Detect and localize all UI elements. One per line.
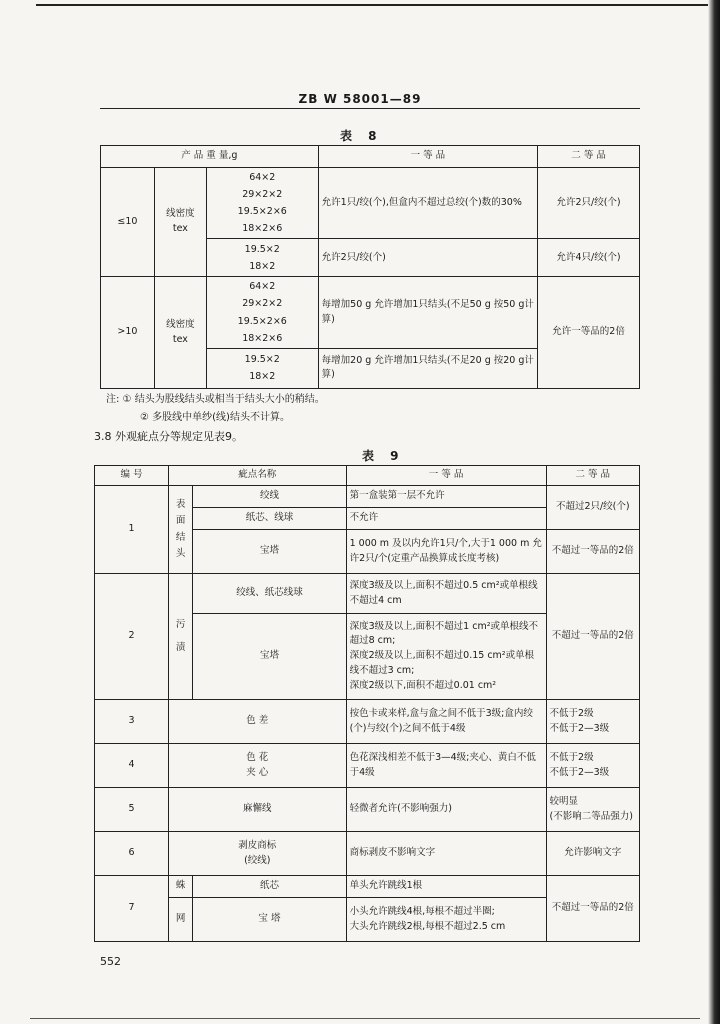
density-label: 线密度: [166, 208, 195, 220]
table8-header-product: 产 品 重 量,g: [101, 146, 319, 168]
row-number: 3: [95, 700, 169, 744]
table8-caption: 表 8: [340, 129, 383, 143]
criteria-line: 不低于2—3级: [549, 766, 610, 778]
row-number: 1: [95, 486, 169, 574]
density-cell: [154, 277, 206, 388]
spec-cell: [206, 277, 318, 348]
table9-header-second: 二 等 品: [546, 466, 639, 486]
bottom-border: [30, 1018, 700, 1019]
first-grade-cell: 允许1只/绞(个),但盒内不超过总绞(个)数的30%: [318, 168, 537, 239]
row-number: 7: [95, 876, 169, 942]
defect-name: 绞线、纸芯线球: [193, 574, 346, 614]
first-grade-cell: 轻微者允许(不影响强力): [346, 788, 546, 832]
criteria-line: 小头允许跳线4根,每根不超过半圈;: [349, 905, 495, 917]
first-grade-cell: 深度3级及以上,面积不超过0.5 cm²或单根线不超过4 cm: [346, 574, 546, 614]
second-grade-cell: [546, 788, 639, 832]
second-grade-cell: 不超过一等品的2倍: [546, 530, 639, 574]
criteria-line: 深度2级及以上,面积不超过0.15 cm²或单根线不超过3 cm;: [349, 650, 535, 676]
scan-edge: [708, 0, 720, 1024]
spec: 19.5×2×6: [237, 206, 287, 218]
spec: 29×2×2: [242, 298, 283, 310]
table9-caption: 表 9: [362, 449, 405, 463]
row-number: 5: [95, 788, 169, 832]
first-grade-cell: 第一盒装第一层不允许: [346, 486, 546, 508]
row-number: 6: [95, 832, 169, 876]
second-grade-cell: 允许4只/绞(个): [538, 239, 640, 277]
spec: 18×2: [249, 260, 276, 272]
density-cell: [154, 168, 206, 277]
first-grade-cell: 单头允许跳线1根: [346, 876, 546, 898]
weight-cell: ≤10: [101, 168, 155, 277]
second-grade-cell: [546, 700, 639, 744]
page-number: 552: [100, 955, 121, 968]
defect-name: 色 差: [168, 700, 346, 744]
table8: [100, 145, 640, 389]
criteria-line: 不低于2级: [549, 751, 594, 763]
group-label: 网: [168, 898, 192, 942]
first-grade-cell: 不允许: [346, 508, 546, 530]
note-2: ② 多股线中单纱(线)结头不计算。: [140, 412, 290, 423]
defect-name: 宝塔: [193, 614, 346, 700]
spec: 29×2×2: [242, 189, 283, 201]
spec-cell: [206, 348, 318, 388]
spec: 18×2: [249, 371, 276, 383]
spec: 64×2: [249, 172, 276, 183]
defect-name: 宝 塔: [193, 898, 346, 942]
density-label: 线密度: [166, 318, 195, 330]
first-grade-cell: 每增加20 g 允许增加1只结头(不足20 g 按20 g计算): [318, 348, 537, 388]
defect-name: 纸芯: [193, 876, 346, 898]
table8-header-first: 一 等 品: [318, 146, 537, 168]
first-grade-cell: 商标剥皮不影响文字: [346, 832, 546, 876]
spec: 18×2×6: [242, 223, 283, 235]
spec-cell: [206, 168, 318, 239]
second-grade-cell: 不超过一等品的2倍: [546, 574, 639, 700]
spec: 19.5×2: [244, 354, 280, 366]
spec: 19.5×2: [244, 243, 280, 255]
first-grade-cell: 1 000 m 及以内允许1只/个,大于1 000 m 允许2只/个(定重产品换算成长度考核): [346, 530, 546, 574]
spec-cell: [206, 239, 318, 277]
weight-cell: >10: [101, 277, 155, 388]
defect-name: 麻懈线: [168, 788, 346, 832]
first-grade-cell: 允许2只/绞(个): [318, 239, 537, 277]
first-grade-cell: [346, 614, 546, 700]
defect-name-line: (绞线): [244, 854, 271, 866]
defect-name: 绞线: [193, 486, 346, 508]
table8-header-second: 二 等 品: [538, 146, 640, 168]
second-grade-cell: 允许2只/绞(个): [538, 168, 640, 239]
defect-name: [168, 832, 346, 876]
row-number: 2: [95, 574, 169, 700]
criteria-line: (不影响二等品强力): [549, 810, 633, 822]
first-grade-cell: 色花深浅相差不低于3—4级;夹心、黄白不低于4级: [346, 744, 546, 788]
spec: 19.5×2×6: [237, 315, 287, 327]
criteria-line: 较明显: [549, 795, 579, 807]
header-rule: [100, 108, 640, 109]
page-header: ZB W 58001—89: [298, 92, 422, 106]
first-grade-cell: [346, 898, 546, 942]
second-grade-cell: 允许一等品的2倍: [538, 277, 640, 388]
second-grade-cell: [546, 744, 639, 788]
second-grade-cell: 不超过2只/绞(个): [546, 486, 639, 530]
group-label: 表面结头: [168, 486, 192, 574]
row-number: 4: [95, 744, 169, 788]
density-unit: tex: [172, 333, 188, 345]
defect-name: 纸芯、线球: [193, 508, 346, 530]
table9-header-name: 疵点名称: [168, 466, 346, 486]
criteria-line: 深度2级以下,面积不超过0.01 cm²: [349, 679, 497, 691]
note-1: 注: ① 结头为股线结头或相当于结头大小的稍结。: [106, 394, 325, 405]
density-unit: tex: [172, 223, 188, 235]
defect-name-line: 夹 心: [246, 766, 269, 778]
criteria-line: 深度3级及以上,面积不超过1 cm²或单根线不超过8 cm;: [349, 620, 539, 647]
defect-name-line: 色 花: [246, 751, 269, 763]
defect-name: 宝塔: [193, 530, 346, 574]
defect-name-line: 剥皮商标: [238, 839, 277, 851]
spec: 18×2×6: [242, 332, 283, 344]
defect-name: [168, 744, 346, 788]
criteria-line: 不低于2—3级: [549, 722, 610, 734]
table9-header-num: 编 号: [95, 466, 169, 486]
second-grade-cell: 允许影响文字: [546, 832, 639, 876]
table9-header-first: 一 等 品: [346, 466, 546, 486]
first-grade-cell: 每增加50 g 允许增加1只结头(不足50 g 按50 g计算): [318, 277, 537, 348]
criteria-line: 不低于2级: [549, 707, 594, 719]
group-label: 蛛: [168, 876, 192, 898]
first-grade-cell: 按色卡或来样,盒与盒之间不低于3级;盒内绞(个)与绞(个)之间不低于4级: [346, 700, 546, 744]
spec: 64×2: [249, 281, 276, 293]
criteria-line: 大头允许跳线2根,每根不超过2.5 cm: [349, 920, 506, 932]
second-grade-cell: 不超过一等品的2倍: [546, 876, 639, 942]
table9: [94, 465, 640, 942]
section-3-8: 3.8 外观疵点分等规定见表9。: [94, 430, 243, 443]
group-label: 污渍: [168, 574, 192, 700]
top-border: [36, 4, 720, 6]
